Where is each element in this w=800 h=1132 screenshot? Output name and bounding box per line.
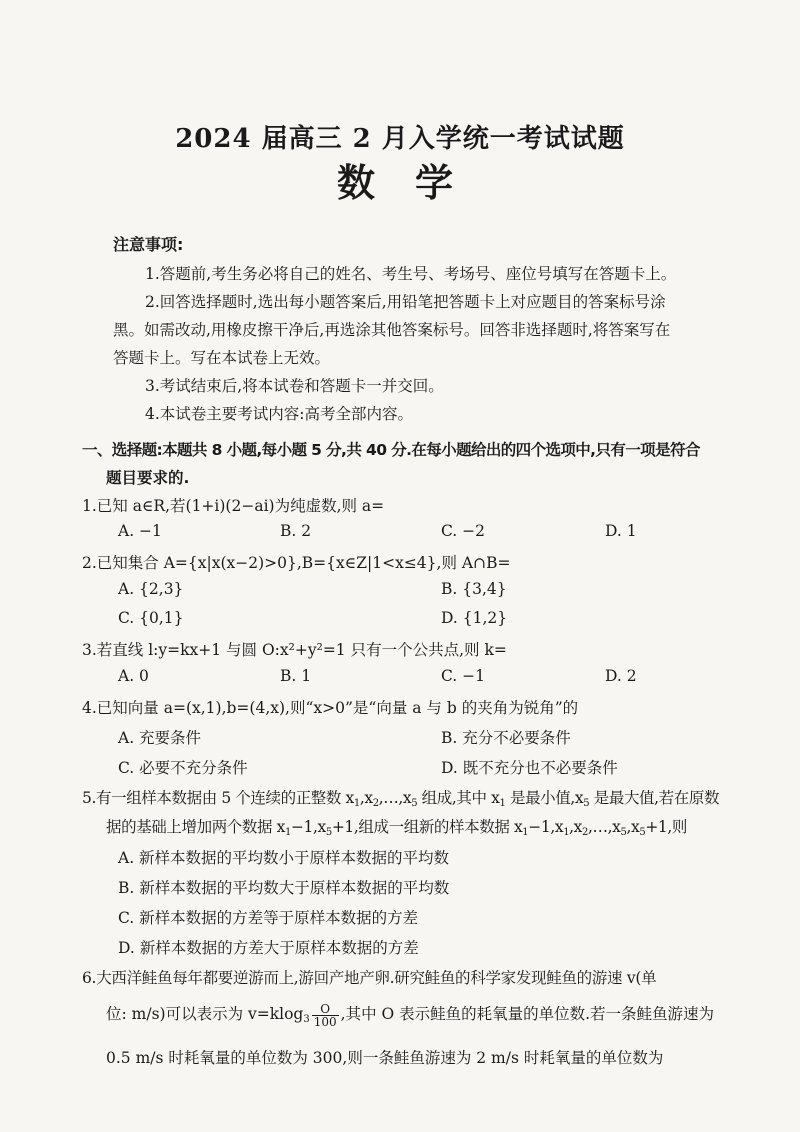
question-2-option-d: D. {1,2} [441, 609, 508, 627]
fraction-o-over-100: $\frac{O}{100}$ [313, 1001, 337, 1029]
question-1-option-c: C. −2 [441, 522, 486, 540]
question-3-option-a: A. 0 [118, 667, 149, 685]
question-6-line-1: 6.大西洋鲑鱼每年都要逆游而上,游回产地产卵.研究鲑鱼的科学家发现鲑鱼的游速 v(单 [82, 969, 657, 987]
notice-item-2-line-2: 黑。如需改动,用橡皮擦干净后,再选涂其他答案标号。回答非选择题时,将答案写在 [113, 321, 671, 339]
notice-item-3: 3.考试结束后,将本试卷和答题卡一并交回。 [145, 377, 444, 395]
question-2-option-c: C. {0,1} [118, 609, 184, 627]
question-2-option-b: B. {3,4} [441, 580, 507, 598]
notice-heading: 注意事项: [113, 235, 184, 254]
subject-title: 数学 [336, 160, 493, 205]
question-5-stem-line-1: 5.有一组样本数据由 5 个连续的正整数 $x_1,x_2,\dots,x_5$ 组成,其中 $x_1$ 是最小值$,x_5$ 是最大值,若在原数 [82, 789, 720, 809]
question-1-option-d: D. 1 [605, 522, 637, 540]
question-2-option-a: A. {2,3} [118, 580, 184, 598]
question-5-option-c: C. 新样本数据的方差等于原样本数据的方差 [118, 909, 419, 927]
notice-item-4: 4.本试卷主要考试内容:高考全部内容。 [145, 405, 414, 423]
question-4-option-b: B. 充分不必要条件 [441, 729, 571, 747]
question-3-option-c: C. −1 [441, 667, 486, 685]
question-4-option-d: D. 既不充分也不必要条件 [441, 759, 618, 777]
notice-item-2-line-1: 2.回答选择题时,选出每小题答案后,用铅笔把答题卡上对应题目的答案标号涂 [145, 293, 666, 311]
question-4-option-c: C. 必要不充分条件 [118, 759, 248, 777]
question-5-option-a: A. 新样本数据的平均数小于原样本数据的平均数 [118, 849, 450, 867]
question-5-option-d: D. 新样本数据的方差大于原样本数据的方差 [118, 939, 419, 957]
notice-item-1: 1.答题前,考生务必将自己的姓名、考生号、考场号、座位号填写在答题卡上。 [145, 265, 677, 283]
question-5-option-b: B. 新样本数据的平均数大于原样本数据的平均数 [118, 879, 450, 897]
question-1-option-a: A. −1 [118, 522, 162, 540]
question-6-line-3: 0.5 m/s 时耗氧量的单位数为 300,则一条鲑鱼游速为 2 m/s 时耗氧量的单位数为 [106, 1049, 664, 1067]
question-2-stem: 2.已知集合 A={x|x(x−2)>0},B={x∈Z|1<x≤4},则 A∩B= [82, 554, 511, 572]
question-3-option-d: D. 2 [605, 667, 637, 685]
exam-title: 2024 届高三 2 月入学统一考试试题 [175, 124, 625, 154]
question-4-stem: 4.已知向量 a=(x,1),b=(4,x),则“x>0”是“向量 a 与 b 的夹角为锐角”的 [82, 699, 579, 717]
question-3-option-b: B. 1 [280, 667, 312, 685]
question-3-stem: 3.若直线 l:y=kx+1 与圆 O:x²+y²=1 只有一个公共点,则 k= [82, 641, 507, 659]
question-1-option-b: B. 2 [280, 522, 312, 540]
question-5-stem-line-2: 据的基础上增加两个数据 $x_1-1,x_5+1$,组成一组新的样本数据 $x_1-1,x_1,x_2,\dots,x_5,x_5+1$,则 [106, 818, 687, 838]
question-1-stem: 1.已知 a∈R,若(1+i)(2−ai)为纯虚数,则 a= [82, 497, 385, 515]
section-heading-line-1: 一、选择题:本题共 8 小题,每小题 5 分,共 40 分.在每小题给出的四个选项中,只有一项是符合 [82, 441, 700, 459]
question-6-line-2: 位: m/s)可以表示为 v=klog$_3$ $\frac{O}{100}$ ,其中 O 表示鲑鱼的耗氧量的单位数.若一条鲑鱼游速为 [106, 1001, 715, 1029]
question-4-option-a: A. 充要条件 [118, 729, 202, 747]
notice-item-2-line-3: 答题卡上。写在本试卷上无效。 [113, 349, 331, 367]
section-heading-line-2: 题目要求的. [106, 469, 190, 487]
